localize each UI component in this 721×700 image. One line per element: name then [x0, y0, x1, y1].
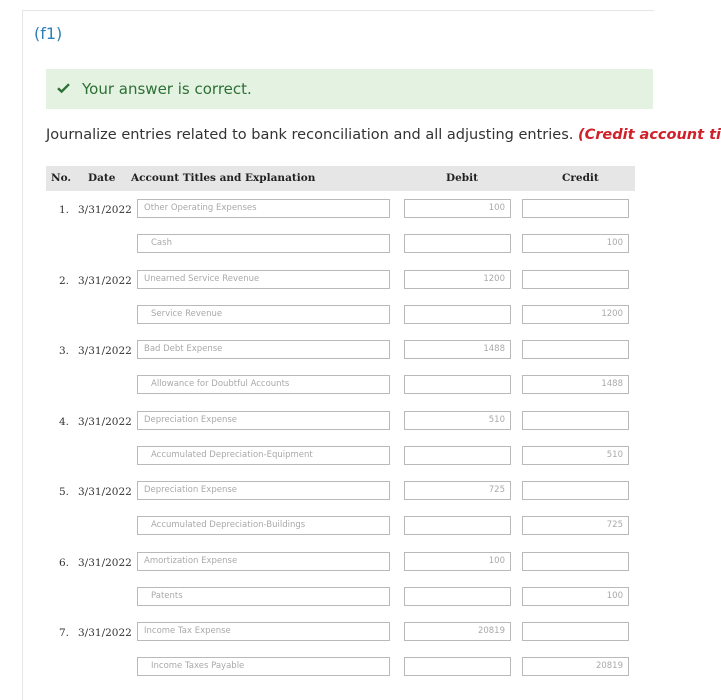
debit-field[interactable]: [404, 446, 511, 465]
entry-number: 7.: [59, 627, 70, 639]
debit-field[interactable]: 1488: [404, 340, 511, 359]
account-title-field[interactable]: Depreciation Expense: [137, 411, 390, 430]
debit-field[interactable]: [404, 657, 511, 676]
account-title-field[interactable]: Income Tax Expense: [137, 622, 390, 641]
debit-field[interactable]: [404, 234, 511, 253]
account-title-field[interactable]: Depreciation Expense: [137, 481, 390, 500]
entry-date: 3/31/2022: [78, 345, 132, 357]
entry-number: 6.: [59, 556, 70, 569]
account-title-field[interactable]: Bad Debt Expense: [137, 340, 390, 359]
entry-date: 3/31/2022: [78, 627, 132, 639]
credit-field[interactable]: [522, 340, 629, 359]
debit-field[interactable]: [404, 305, 511, 324]
account-title-field[interactable]: Other Operating Expenses: [137, 199, 390, 218]
credit-field[interactable]: [522, 411, 629, 430]
entry-date: 3/31/2022: [78, 556, 132, 569]
entry-date: 3/31/2022: [78, 274, 132, 287]
credit-field[interactable]: 1200: [522, 305, 629, 324]
entry-date: 3/31/2022: [78, 486, 132, 498]
debit-field[interactable]: [404, 375, 511, 394]
entry-number: 5.: [59, 486, 70, 498]
account-title-field[interactable]: Accumulated Depreciation-Equipment: [137, 446, 390, 465]
credit-field[interactable]: 100: [522, 234, 629, 253]
debit-field[interactable]: 725: [404, 481, 511, 500]
entry-number: 1.: [59, 204, 70, 216]
header-no: No.: [51, 172, 72, 184]
credit-field[interactable]: 1488: [522, 375, 629, 394]
debit-field[interactable]: [404, 587, 511, 606]
credit-field[interactable]: [522, 199, 629, 218]
account-title-field[interactable]: Cash: [137, 234, 390, 253]
account-title-field[interactable]: Patents: [137, 587, 390, 606]
entry-number: 2.: [59, 274, 70, 287]
credit-field[interactable]: [522, 622, 629, 641]
debit-field[interactable]: 100: [404, 199, 511, 218]
debit-field[interactable]: 20819: [404, 622, 511, 641]
account-title-field[interactable]: Service Revenue: [137, 305, 390, 324]
credit-field[interactable]: [522, 552, 629, 571]
part-label: (f1): [34, 24, 63, 43]
account-title-field[interactable]: Amortization Expense: [137, 552, 390, 571]
entry-number: 4.: [59, 415, 70, 428]
credit-field[interactable]: 100: [522, 587, 629, 606]
entry-number: 3.: [59, 345, 70, 357]
header-date: Date: [88, 172, 116, 184]
account-title-field[interactable]: Unearned Service Revenue: [137, 270, 390, 289]
account-title-field[interactable]: Allowance for Doubtful Accounts: [137, 375, 390, 394]
debit-field[interactable]: 100: [404, 552, 511, 571]
debit-field[interactable]: 1200: [404, 270, 511, 289]
banner-text: Your answer is correct.: [82, 80, 252, 98]
credit-field[interactable]: [522, 481, 629, 500]
instructions-text: Journalize entries related to bank reconciliation and all adjusting entries.: [46, 127, 578, 143]
entry-date: 3/31/2022: [78, 204, 132, 216]
account-title-field[interactable]: Accumulated Depreciation-Buildings: [137, 516, 390, 535]
credit-field[interactable]: [522, 270, 629, 289]
credit-field[interactable]: 20819: [522, 657, 629, 676]
checkmark-icon: [57, 83, 70, 93]
instructions: [46, 127, 721, 143]
header-account: Account Titles and Explanation: [131, 172, 316, 184]
instructions-emphasis: (Credit account ti: [577, 127, 721, 143]
credit-field[interactable]: 725: [522, 516, 629, 535]
credit-field[interactable]: 510: [522, 446, 629, 465]
header-credit: Credit: [562, 172, 599, 184]
debit-field[interactable]: [404, 516, 511, 535]
question-part-header: [22, 10, 654, 60]
entry-date: 3/31/2022: [78, 415, 132, 428]
debit-field[interactable]: 510: [404, 411, 511, 430]
account-title-field[interactable]: Income Taxes Payable: [137, 657, 390, 676]
header-debit: Debit: [446, 172, 478, 184]
